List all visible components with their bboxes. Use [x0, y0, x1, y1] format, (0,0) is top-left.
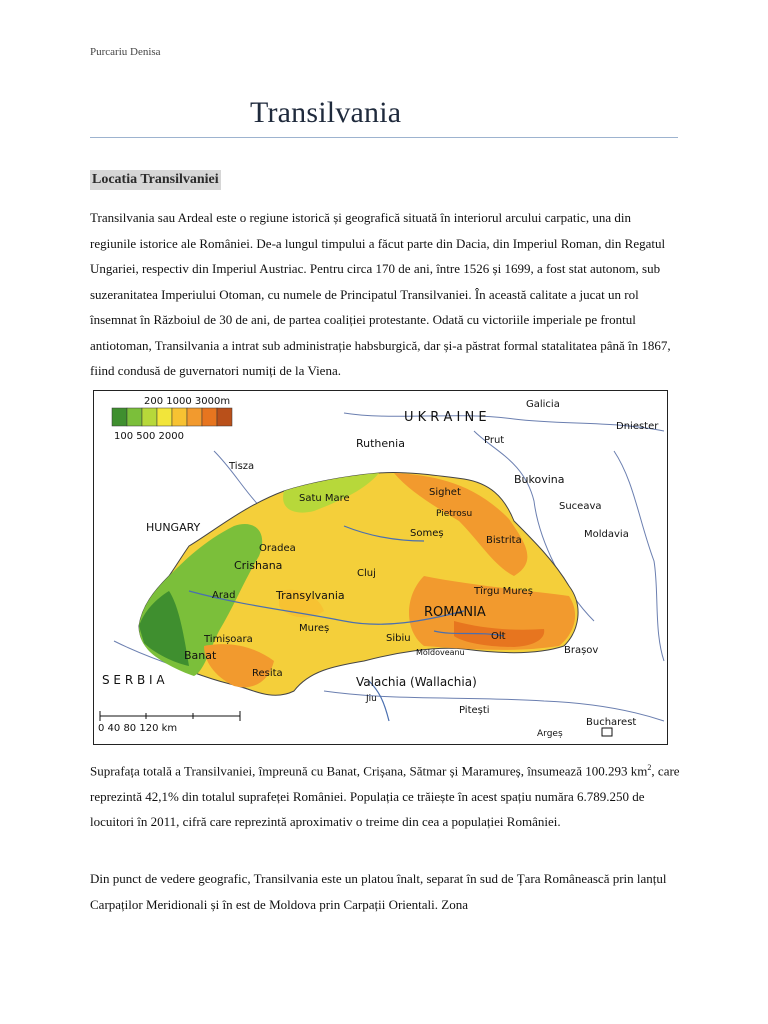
label-cluj: Cluj [357, 568, 376, 579]
label-crishana: Crishana [234, 559, 283, 572]
legend-swatch [157, 408, 172, 426]
label-bukovina: Bukovina [514, 473, 565, 486]
label-sighet: Sighet [429, 487, 461, 498]
map-graphic [94, 391, 667, 744]
label-ruthenia: Ruthenia [356, 437, 405, 450]
legend-bottom-label: 100 500 2000 [114, 431, 184, 442]
transylvania-map [93, 390, 668, 745]
legend-swatch [127, 408, 142, 426]
legend-top-label: 200 1000 3000m [144, 396, 231, 407]
paragraph-area [90, 755, 680, 835]
label-satu-mare: Satu Mare [299, 493, 350, 504]
label-prut: Prut [484, 435, 505, 446]
label-hungary: HUNGARY [146, 521, 201, 534]
label-sibiu: Sibiu [386, 633, 411, 644]
label-serbia: S E R B I A [102, 673, 165, 687]
paragraph-area-text-2: , care reprezintă 42,1% din totalul suprafeței României. Populația ce trăiește în acest spațiu număra 6.789.250 de locuitori în 2011, cifră care reprezintă aproximativ o treime din cea a populației României. [90, 763, 680, 830]
label-timisoara: Timișoara [204, 634, 253, 645]
legend-swatch [217, 408, 232, 426]
section-heading: Locatia Transilvaniei [90, 170, 221, 190]
label-pitesti: Pitești [459, 705, 490, 716]
paragraph-geography: Din punct de vedere geografic, Transilvania este un platou înalt, separat în sud de Țara Românească prin lanțul Carpaților Meridionali și în est de Moldova prin Carpații Orientali. Zona [90, 871, 667, 912]
label-romania: ROMANIA [424, 605, 486, 620]
label-banat: Banat [184, 649, 217, 662]
label-tisza: Tisza [229, 461, 255, 472]
label-somes: Someș [410, 528, 444, 539]
label-suceava: Suceava [559, 501, 602, 512]
label-bucharest: Bucharest [586, 717, 637, 728]
label-moldavia: Moldavia [584, 529, 629, 540]
capital-symbol [602, 728, 612, 736]
label-jiu: Jiu [366, 694, 377, 704]
label-galicia: Galicia [526, 399, 560, 410]
paragraph-history: Transilvania sau Ardeal este o regiune istorică și geografică situată în interiorul arcului carpatic, una din regiunile istorice ale României. De-a lungul timpului a făcut parte din Dacia, din Imperiul Roman, din Regatul Ungariei, respectiv din Imperiul Austriac. Pentru circa 170 de ani, între 1526 și 1699, a fost stat autonom, sub suzeranitatea Imperiului Otoman, cu numele de Principatul Transilvaniei. În această calitate a jucat un rol însemnat în Războiul de 30 de ani, de partea coaliției protestante. Odată cu victoriile imperiale pe frontul antiotoman, Transilvania a intrat sub administrație habsburgică, dar și-a păstrat formal statalitatea până în 1867, fiind condusă de guvernatori numiți de la Viena. [90, 210, 671, 378]
document-title: Transilvania [250, 96, 402, 129]
elevation-legend [112, 396, 232, 442]
paragraph-area-text-1: Suprafața totală a Transilvaniei, împreună cu Banat, Crișana, Sătmar și Maramureș, însumează 100.293 km [90, 763, 648, 779]
legend-swatch [112, 408, 127, 426]
label-arad: Arad [212, 590, 236, 601]
legend-swatch [142, 408, 157, 426]
superscript-2: 2 [647, 763, 652, 772]
label-dniester: Dniester [616, 421, 659, 432]
legend-swatch [172, 408, 187, 426]
label-arges: Argeș [537, 729, 563, 739]
label-olt: Olt [491, 631, 506, 642]
author-name: Purcariu Denisa [90, 46, 161, 58]
legend-swatch [202, 408, 217, 426]
label-transylvania: Transylvania [276, 589, 345, 602]
label-bistrita: Bistrita [486, 535, 522, 546]
label-tirgu-mures: Tîrgu Mureș [474, 586, 533, 597]
legend-swatch [187, 408, 202, 426]
label-ukraine: U K R A I N E [404, 410, 487, 425]
label-resita: Resita [252, 668, 283, 679]
scale-label: 0 40 80 120 km [98, 723, 178, 734]
label-brasov: Brașov [564, 645, 599, 656]
label-valachia: Valachia (Wallachia) [356, 675, 477, 689]
label-mures: Mureș [299, 623, 330, 634]
label-moldoveanu: Moldoveanu [416, 648, 465, 657]
label-oradea: Oradea [259, 543, 296, 554]
scale-bar [98, 711, 240, 734]
title-underline [90, 137, 678, 138]
label-pietrosu: Pietrosu [436, 509, 473, 519]
